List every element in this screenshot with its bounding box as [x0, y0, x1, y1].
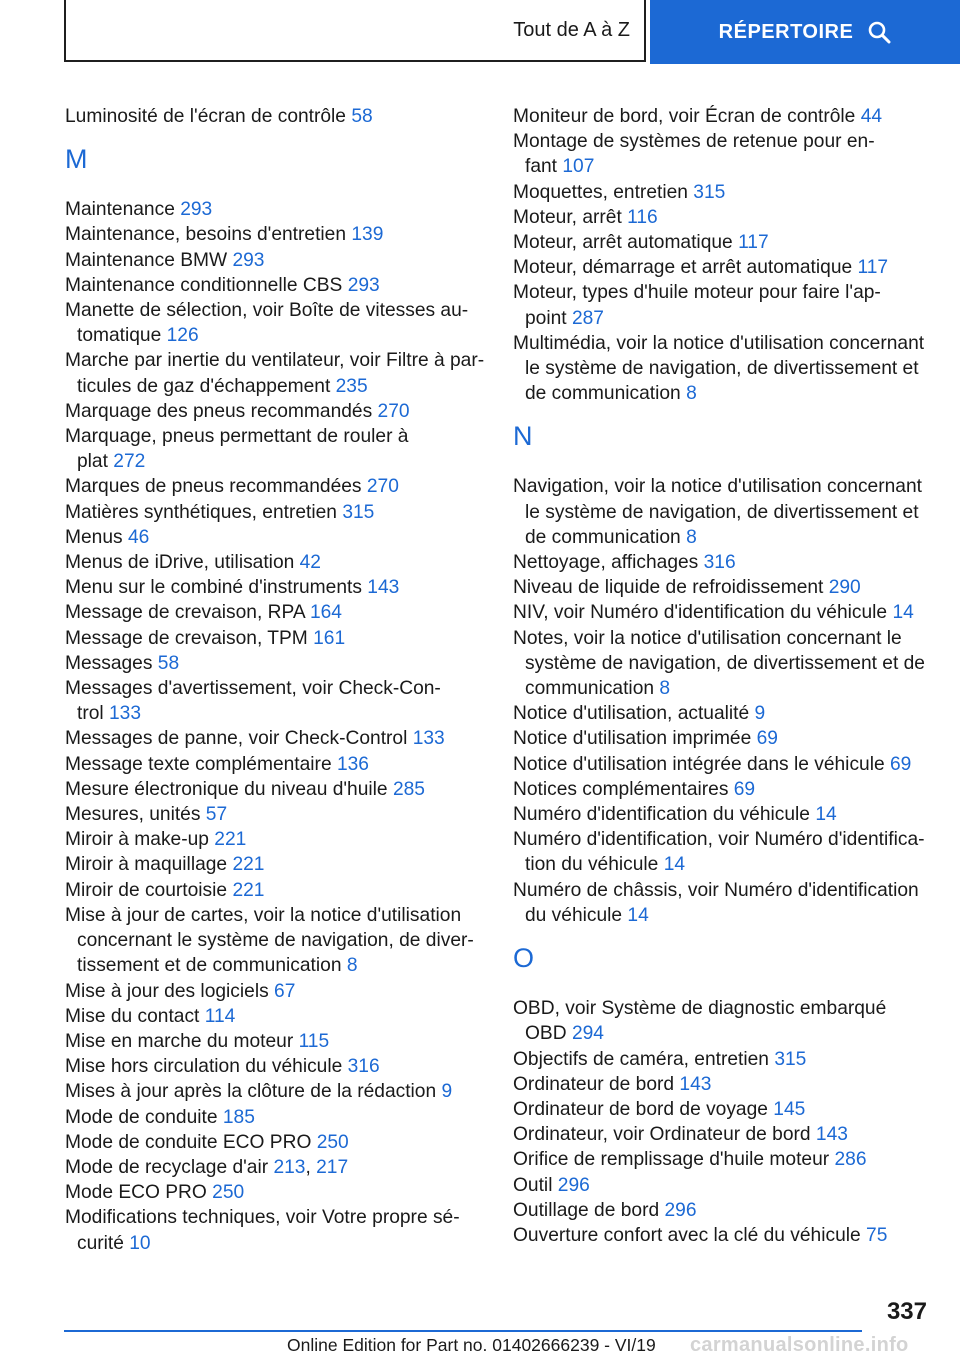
page-link[interactable]: 296 [664, 1199, 697, 1221]
index-entry [65, 852, 485, 877]
index-entry [65, 500, 485, 525]
page-link[interactable]: 285 [392, 778, 425, 800]
index-entry [513, 1072, 933, 1097]
index-entry [65, 802, 485, 827]
entry-text: Maintenance BMW [65, 249, 228, 271]
index-entry [513, 701, 933, 726]
page-link[interactable]: 126 [166, 325, 199, 347]
page-link[interactable]: 221 [214, 829, 247, 851]
entry-text: Marquage des pneus recommandés [65, 400, 373, 422]
page-link[interactable]: 270 [366, 476, 399, 498]
page-number: 337 [886, 1298, 927, 1325]
page-link[interactable]: 293 [347, 274, 380, 296]
entry-text: Menus de iDrive, utilisation [65, 552, 295, 574]
entry-text: Numéro d'identification, voir Numéro d'identifica- [513, 829, 925, 851]
entry-text: trol [77, 703, 104, 725]
section-letter: M [65, 144, 88, 175]
entry-text: Mode de recyclage d'air [65, 1156, 269, 1178]
page-link[interactable]: 8 [659, 678, 671, 700]
entry-text: Moteur, arrêt [513, 206, 622, 228]
watermark: carmanualsonline.info [690, 1334, 909, 1356]
page-link[interactable]: 69 [733, 778, 756, 800]
index-entry [65, 903, 485, 979]
entry-text: Modifications techniques, voir Votre propre sé- [65, 1207, 460, 1229]
index-entry [65, 1054, 485, 1079]
page-link[interactable]: 115 [298, 1030, 330, 1052]
index-column-right [513, 104, 933, 1248]
entry-text: Nettoyage, affichages [513, 552, 699, 574]
page-link[interactable]: 287 [571, 307, 604, 329]
page-link[interactable]: 9 [754, 703, 766, 725]
index-entry [513, 474, 933, 550]
page-link[interactable]: 14 [892, 602, 914, 624]
entry-text: Notice d'utilisation imprimée [513, 728, 752, 750]
entry-text: Mises à jour après la clôture de la rédaction [65, 1081, 437, 1103]
page-link[interactable]: 250 [212, 1182, 245, 1204]
page-link[interactable]: 272 [113, 451, 146, 473]
entry-text: Maintenance [65, 199, 175, 221]
entry-text: Mode ECO PRO [65, 1182, 207, 1204]
entry-text: Numéro d'identification du véhicule [513, 804, 810, 826]
index-entry [65, 1029, 485, 1054]
footer-rule [64, 1330, 862, 1332]
index-column-left [65, 104, 485, 1256]
entry-text: Moteur, arrêt automatique [513, 232, 733, 254]
page-link[interactable]: 133 [412, 728, 445, 750]
page-link[interactable]: 117 [857, 257, 889, 279]
entry-text: tissement et de communication [77, 955, 342, 977]
entry-text: Moteur, types d'huile moteur pour faire l'ap- [513, 282, 881, 304]
index-entry [65, 399, 485, 424]
entry-text: Luminosité de l'écran de contrôle [65, 106, 346, 127]
index-entry [65, 104, 485, 129]
page-link[interactable]: 145 [773, 1098, 806, 1120]
page-link[interactable]: 221 [232, 854, 265, 876]
index-entry [65, 525, 485, 550]
entry-text: point [525, 307, 567, 329]
index-entry [513, 752, 933, 777]
entry-text: Messages de panne, voir Check-Control [65, 728, 408, 750]
page-link[interactable]: 316 [347, 1056, 380, 1078]
page-link[interactable]: 139 [351, 224, 384, 246]
entry-text: Mise à jour de cartes, voir la notice d'utilisation [65, 904, 462, 926]
index-entry [65, 248, 485, 273]
entry-text: Message texte complémentaire [65, 753, 332, 775]
index-entry [513, 626, 933, 702]
entry-text: Objectifs de caméra, entretien [513, 1048, 769, 1070]
page-link[interactable]: 293 [180, 199, 213, 221]
page-link[interactable]: 67 [274, 980, 296, 1002]
entry-text: Multimédia, voir la notice d'utilisation concernant [513, 332, 925, 354]
index-entry [513, 575, 933, 600]
entry-text: Messages d'avertissement, voir Check-Con- [65, 678, 441, 700]
entry-text: le système de navigation, de divertissement et [525, 501, 919, 523]
entry-text: Mise hors circulation du véhicule [65, 1056, 343, 1078]
index-entry: Mode de recyclage d'air 213, 217 [65, 1156, 349, 1178]
index-entry [513, 550, 933, 575]
index-entry [65, 1105, 485, 1130]
index-entry [65, 1130, 485, 1155]
page-link[interactable]: 143 [679, 1073, 712, 1095]
index-entry [65, 1180, 485, 1205]
entry-text: Menus [65, 526, 123, 548]
index-entry [513, 802, 933, 827]
page-link[interactable]: 69 [890, 753, 912, 775]
index-entry [513, 230, 933, 255]
page-link[interactable]: 143 [367, 577, 400, 599]
index-entry [513, 827, 933, 877]
entry-text: Ordinateur de bord de voyage [513, 1098, 768, 1120]
index-entry [513, 205, 933, 230]
page-link[interactable]: 116 [627, 206, 658, 228]
entry-text: Maintenance, besoins d'entretien [65, 224, 347, 246]
index-entry [65, 600, 485, 625]
page-link[interactable]: 8 [686, 383, 697, 405]
index-entry [65, 777, 485, 802]
page-link[interactable]: 114 [204, 1005, 236, 1027]
page-link[interactable]: 217 [316, 1156, 349, 1178]
entry-text: plat [77, 451, 108, 473]
index-entry [65, 726, 485, 751]
index-entry [65, 1004, 485, 1029]
entry-text: Notes, voir la notice d'utilisation concernant le [513, 627, 902, 649]
page-link[interactable]: 44 [860, 106, 883, 127]
entry-text: Ordinateur, voir Ordinateur de bord [513, 1124, 811, 1146]
index-entry [65, 676, 485, 726]
entry-text: OBD, voir Système de diagnostic embarqué [513, 998, 887, 1020]
index-entry [65, 474, 485, 499]
index-entry [513, 600, 933, 625]
index-entry [513, 1223, 933, 1248]
index-entry [65, 979, 485, 1004]
entry-text: NIV, voir Numéro d'identification du véhicule [513, 602, 888, 624]
entry-text: Mise du contact [65, 1005, 200, 1027]
page-link[interactable]: 58 [351, 106, 373, 127]
index-entry [65, 273, 485, 298]
section-letter: N [513, 421, 533, 452]
index-entry [513, 180, 933, 205]
page-link[interactable]: 58 [157, 652, 180, 674]
page-link[interactable]: 164 [309, 602, 342, 624]
entry-text: ticules de gaz d'échappement [77, 375, 331, 397]
page-link[interactable]: 46 [127, 526, 150, 548]
index-entry [513, 104, 933, 129]
entry-text: Menu sur le combiné d'instruments [65, 577, 362, 599]
page-link[interactable]: 270 [377, 400, 410, 422]
page-link[interactable]: 14 [627, 904, 649, 926]
entry-text: système de navigation, de divertissement et de [525, 652, 925, 674]
entry-text: Ouverture confort avec la clé du véhicule [513, 1224, 861, 1246]
page-link[interactable]: 250 [316, 1131, 349, 1153]
entry-text: Mesures, unités [65, 804, 201, 826]
page-link[interactable]: 315 [342, 501, 375, 523]
page-link[interactable]: 161 [313, 627, 346, 649]
tab-a-to-z[interactable] [64, 0, 646, 62]
entry-text: Outil [513, 1174, 553, 1196]
page-link[interactable]: 75 [866, 1224, 888, 1246]
index-entry [65, 626, 485, 651]
entry-text: Moteur, démarrage et arrêt automatique [513, 257, 853, 279]
page-link[interactable]: 57 [205, 804, 228, 826]
entry-text: Maintenance conditionnelle CBS [65, 274, 343, 296]
page-link[interactable]: 235 [335, 375, 368, 397]
page-link[interactable]: 136 [336, 753, 369, 775]
page-link[interactable]: 286 [834, 1149, 867, 1171]
page-link[interactable]: 117 [738, 232, 769, 254]
index-entry [65, 1079, 485, 1104]
page-link[interactable]: 315 [774, 1048, 807, 1070]
index-entry [65, 878, 485, 903]
entry-text: Navigation, voir la notice d'utilisation concernant [513, 476, 922, 498]
entry-text: Miroir à make-up [65, 829, 209, 851]
top-navigation [64, 0, 960, 66]
search-icon[interactable] [867, 20, 891, 44]
entry-text: tomatique [77, 325, 162, 347]
entry-text: Orifice de remplissage d'huile moteur [513, 1149, 830, 1171]
entry-text: Mode de conduite ECO PRO [65, 1131, 312, 1153]
index-entry [513, 878, 933, 928]
entry-text: Message de crevaison, TPM [65, 627, 308, 649]
entry-text: le système de navigation, de divertissement et [525, 358, 919, 380]
entry-text: de communication [525, 383, 681, 405]
entry-text: Mesure électronique du niveau d'huile [65, 778, 388, 800]
page-link[interactable]: 316 [703, 552, 736, 574]
page-link[interactable]: 8 [346, 955, 358, 977]
entry-text: Marquage, pneus permettant de rouler à [65, 426, 409, 448]
entry-text: fant [525, 156, 558, 178]
index-entry [513, 280, 933, 330]
index-entry [65, 348, 485, 398]
entry-text: Message de crevaison, RPA [65, 602, 305, 624]
index-entry [65, 222, 485, 247]
page-link[interactable]: 42 [299, 552, 321, 574]
entry-text: Miroir de courtoisie [65, 879, 228, 901]
entry-text: Mise en marche du moteur [65, 1030, 294, 1052]
entry-text: Moniteur de bord, voir Écran de contrôle [513, 106, 856, 127]
entry-text: Notice d'utilisation intégrée dans le véhicule [513, 753, 885, 775]
entry-text: Numéro de châssis, voir Numéro d'identification [513, 879, 919, 901]
page-link[interactable]: 296 [557, 1174, 590, 1196]
section-letter: O [513, 943, 535, 974]
index-entry [513, 255, 933, 280]
entry-text: Manette de sélection, voir Boîte de vitesses au- [65, 300, 469, 322]
page-link[interactable]: 14 [815, 804, 837, 826]
page-link[interactable]: 294 [571, 1023, 604, 1045]
entry-text: du véhicule [525, 904, 623, 926]
entry-text: communication [525, 678, 655, 700]
entry-text: Marche par inertie du ventilateur, voir Filtre à par- [65, 350, 485, 372]
index-entry [65, 424, 485, 474]
entry-text: Notice d'utilisation, actualité [513, 703, 750, 725]
page-link[interactable]: 133 [109, 703, 142, 725]
entry-text: OBD [525, 1023, 567, 1045]
entry-text: Montage de systèmes de retenue pour en- [513, 131, 875, 153]
entry-text: tion du véhicule [525, 854, 659, 876]
page-link[interactable]: 213 [273, 1156, 306, 1178]
entry-text: Outillage de bord [513, 1199, 660, 1221]
page-link[interactable]: 143 [815, 1124, 848, 1146]
page-link[interactable]: 185 [222, 1106, 255, 1128]
index-entry [513, 777, 933, 802]
entry-text: Miroir à maquillage [65, 854, 228, 876]
entry-text: Messages [65, 652, 153, 674]
edition-note: Online Edition for Part no. 01402666239 - VI/19 [287, 1335, 656, 1355]
index-entry [65, 298, 485, 348]
index-entry [65, 575, 485, 600]
entry-text: Matières synthétiques, entretien [65, 501, 337, 523]
index-entry [513, 1147, 933, 1172]
index-entry [513, 1198, 933, 1223]
page-link[interactable]: 107 [562, 156, 595, 178]
entry-text: concernant le système de navigation, de diver- [77, 930, 474, 952]
index-entry [65, 550, 485, 575]
entry-text: Niveau de liquide de refroidissement [513, 577, 824, 599]
index-entry [65, 827, 485, 852]
page-link[interactable]: 9 [441, 1081, 453, 1103]
page-link[interactable]: 221 [232, 879, 265, 901]
page-link[interactable]: 14 [663, 854, 686, 876]
index-entry [513, 996, 933, 1046]
index-entry [513, 331, 933, 407]
entry-text: Moquettes, entretien [513, 181, 688, 203]
entry-text: Mode de conduite [65, 1106, 218, 1128]
index-entry [65, 1205, 485, 1255]
entry-text: Mise à jour des logiciels [65, 980, 269, 1002]
index-entry [513, 1097, 933, 1122]
tab-a-to-z-label: Tout de A à Z [513, 18, 630, 41]
entry-text: Notices complémentaires [513, 778, 729, 800]
entry-text: Ordinateur de bord [513, 1073, 675, 1095]
page-link[interactable]: 8 [686, 526, 697, 548]
index-entry [65, 752, 485, 777]
index-entry [65, 197, 485, 222]
index-entry [513, 129, 933, 179]
page-link[interactable]: 293 [232, 249, 265, 271]
index-entry [65, 651, 485, 676]
index-entry [513, 1047, 933, 1072]
tab-index[interactable] [650, 0, 960, 64]
page-link[interactable]: 290 [828, 577, 861, 599]
entry-text: curité [77, 1232, 124, 1254]
index-entry [513, 1173, 933, 1198]
tab-index-label: RÉPERTOIRE [718, 20, 854, 43]
entry-text: Marques de pneus recommandées [65, 476, 362, 498]
index-entry [513, 1122, 933, 1147]
page-link[interactable]: 315 [693, 181, 726, 203]
page-link[interactable]: 10 [129, 1232, 151, 1254]
index-entry [513, 726, 933, 751]
entry-text: de communication [525, 526, 681, 548]
page-link[interactable]: 69 [756, 728, 778, 750]
